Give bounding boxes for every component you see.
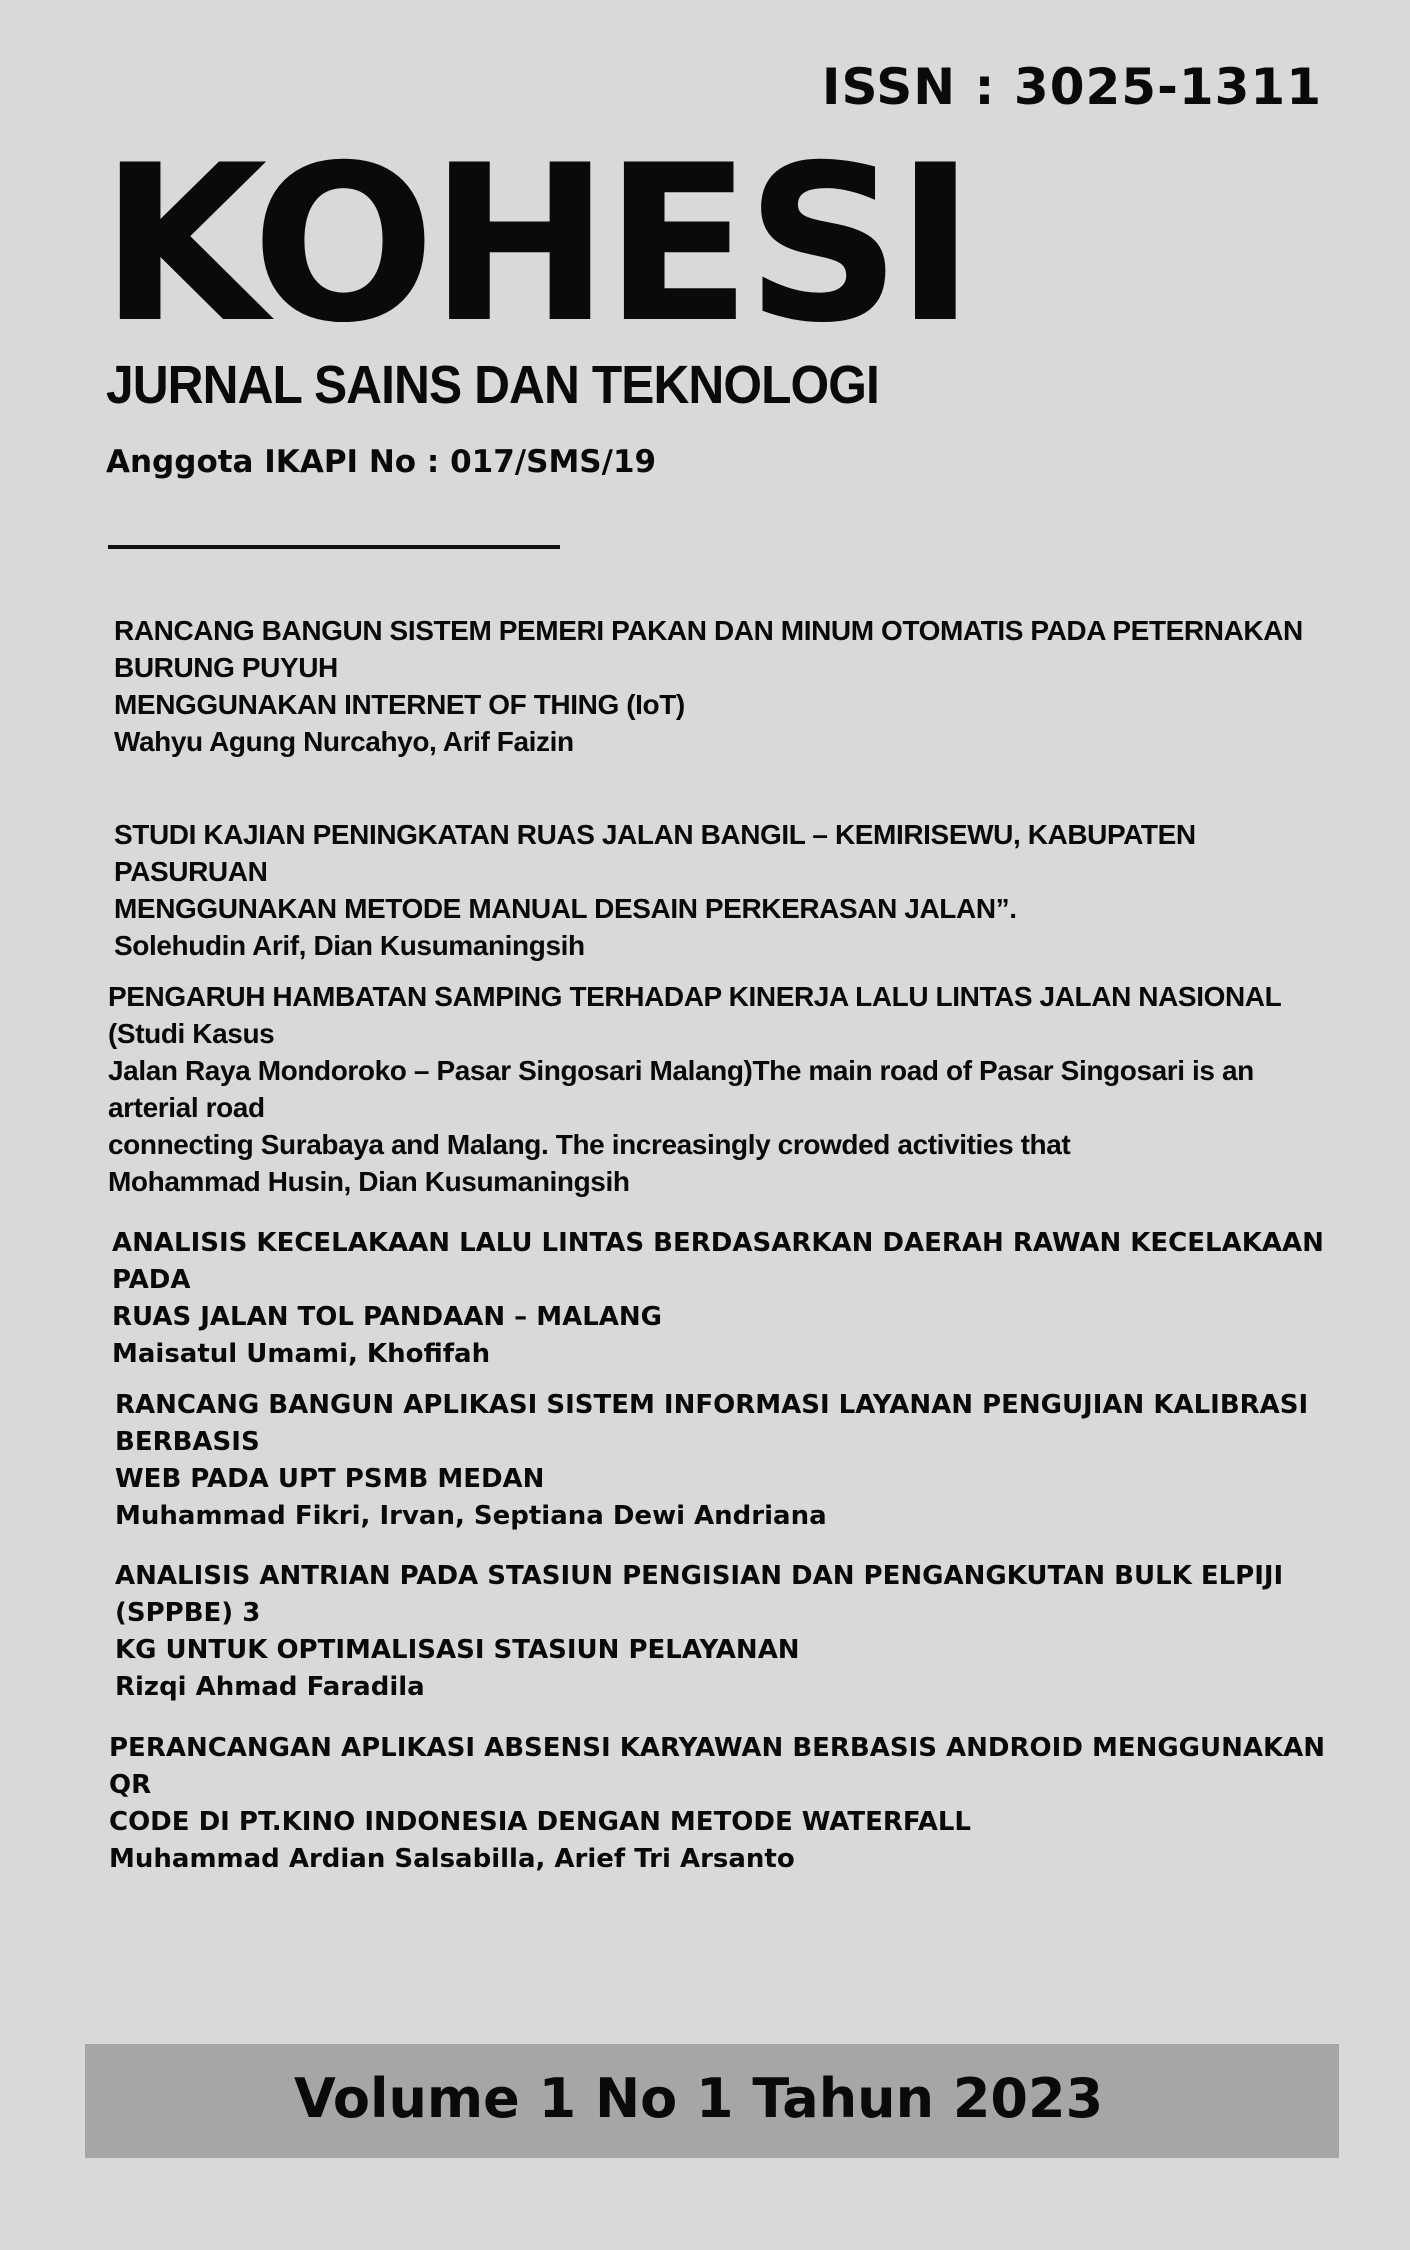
header-divider [108,545,560,549]
article-authors: Wahyu Agung Nurcahyo, Arif Faizin [114,726,574,757]
journal-subtitle: JURNAL SAINS DAN TEKNOLOGI [106,355,879,415]
article-entry [112,1225,1350,1373]
article-entry [108,978,1350,1200]
article-title: RANCANG BANGUN SISTEM PEMERI PAKAN DAN MINUM OTOMATIS PADA PETERNAKAN BURUNG PUYUH MENGGUNAKAN INTERNET OF THING (IoT) [114,615,1303,720]
article-title: STUDI KAJIAN PENINGKATAN RUAS JALAN BANGIL – KEMIRISEWU, KABUPATEN PASURUAN MENGGUNAKAN METODE MANUAL DESAIN PERKERASAN JALAN”. [114,819,1196,924]
volume-issue-label: Volume 1 No 1 Tahun 2023 [294,2067,1104,2130]
article-authors: Solehudin Arif, Dian Kusumaningsih [114,930,585,961]
article-entry [109,1730,1350,1878]
article-entry [114,816,1350,964]
article-title: ANALISIS ANTRIAN PADA STASIUN PENGISIAN DAN PENGANGKUTAN BULK ELPIJI (SPPBE) 3 KG UNTUK OPTIMALISASI STASIUN PELAYANAN [115,1561,1284,1665]
issn-number: ISSN : 3025-1311 [821,58,1322,116]
article-entry [115,1558,1350,1706]
article-authors: Muhammad Fikri, Irvan, Septiana Dewi Andriana [115,1501,827,1531]
article-title: ANALISIS KECELAKAAN LALU LINTAS BERDASARKAN DAERAH RAWAN KECELAKAAN PADA RUAS JALAN TOL PANDAAN – MALANG [112,1228,1324,1332]
volume-band [85,2044,1339,2158]
ikapi-membership: Anggota IKAPI No : 017/SMS/19 [106,444,657,480]
article-authors: Mohammad Husin, Dian Kusumaningsih [108,1166,630,1197]
article-entry [115,1387,1350,1535]
article-authors: Muhammad Ardian Salsabilla, Arief Tri Arsanto [109,1844,795,1874]
article-entry [114,612,1350,760]
article-authors: Maisatul Umami, Khofifah [112,1339,491,1369]
article-title: PENGARUH HAMBATAN SAMPING TERHADAP KINERJA LALU LINTAS JALAN NASIONAL (Studi Kasus Jalan Raya Mondoroko – Pasar Singosari Malang)The main road of Pasar Singosari is an arterial road connecting Surabaya and Malang. The increasingly crowded activities that [108,981,1281,1160]
journal-title: KOHESI [100,119,970,370]
article-title: PERANCANGAN APLIKASI ABSENSI KARYAWAN BERBASIS ANDROID MENGGUNAKAN QR CODE DI PT.KINO INDONESIA DENGAN METODE WATERFALL [109,1733,1326,1837]
article-title: RANCANG BANGUN APLIKASI SISTEM INFORMASI LAYANAN PENGUJIAN KALIBRASI BERBASIS WEB PADA UPT PSMB MEDAN [115,1390,1309,1494]
article-authors: Rizqi Ahmad Faradila [115,1672,425,1702]
